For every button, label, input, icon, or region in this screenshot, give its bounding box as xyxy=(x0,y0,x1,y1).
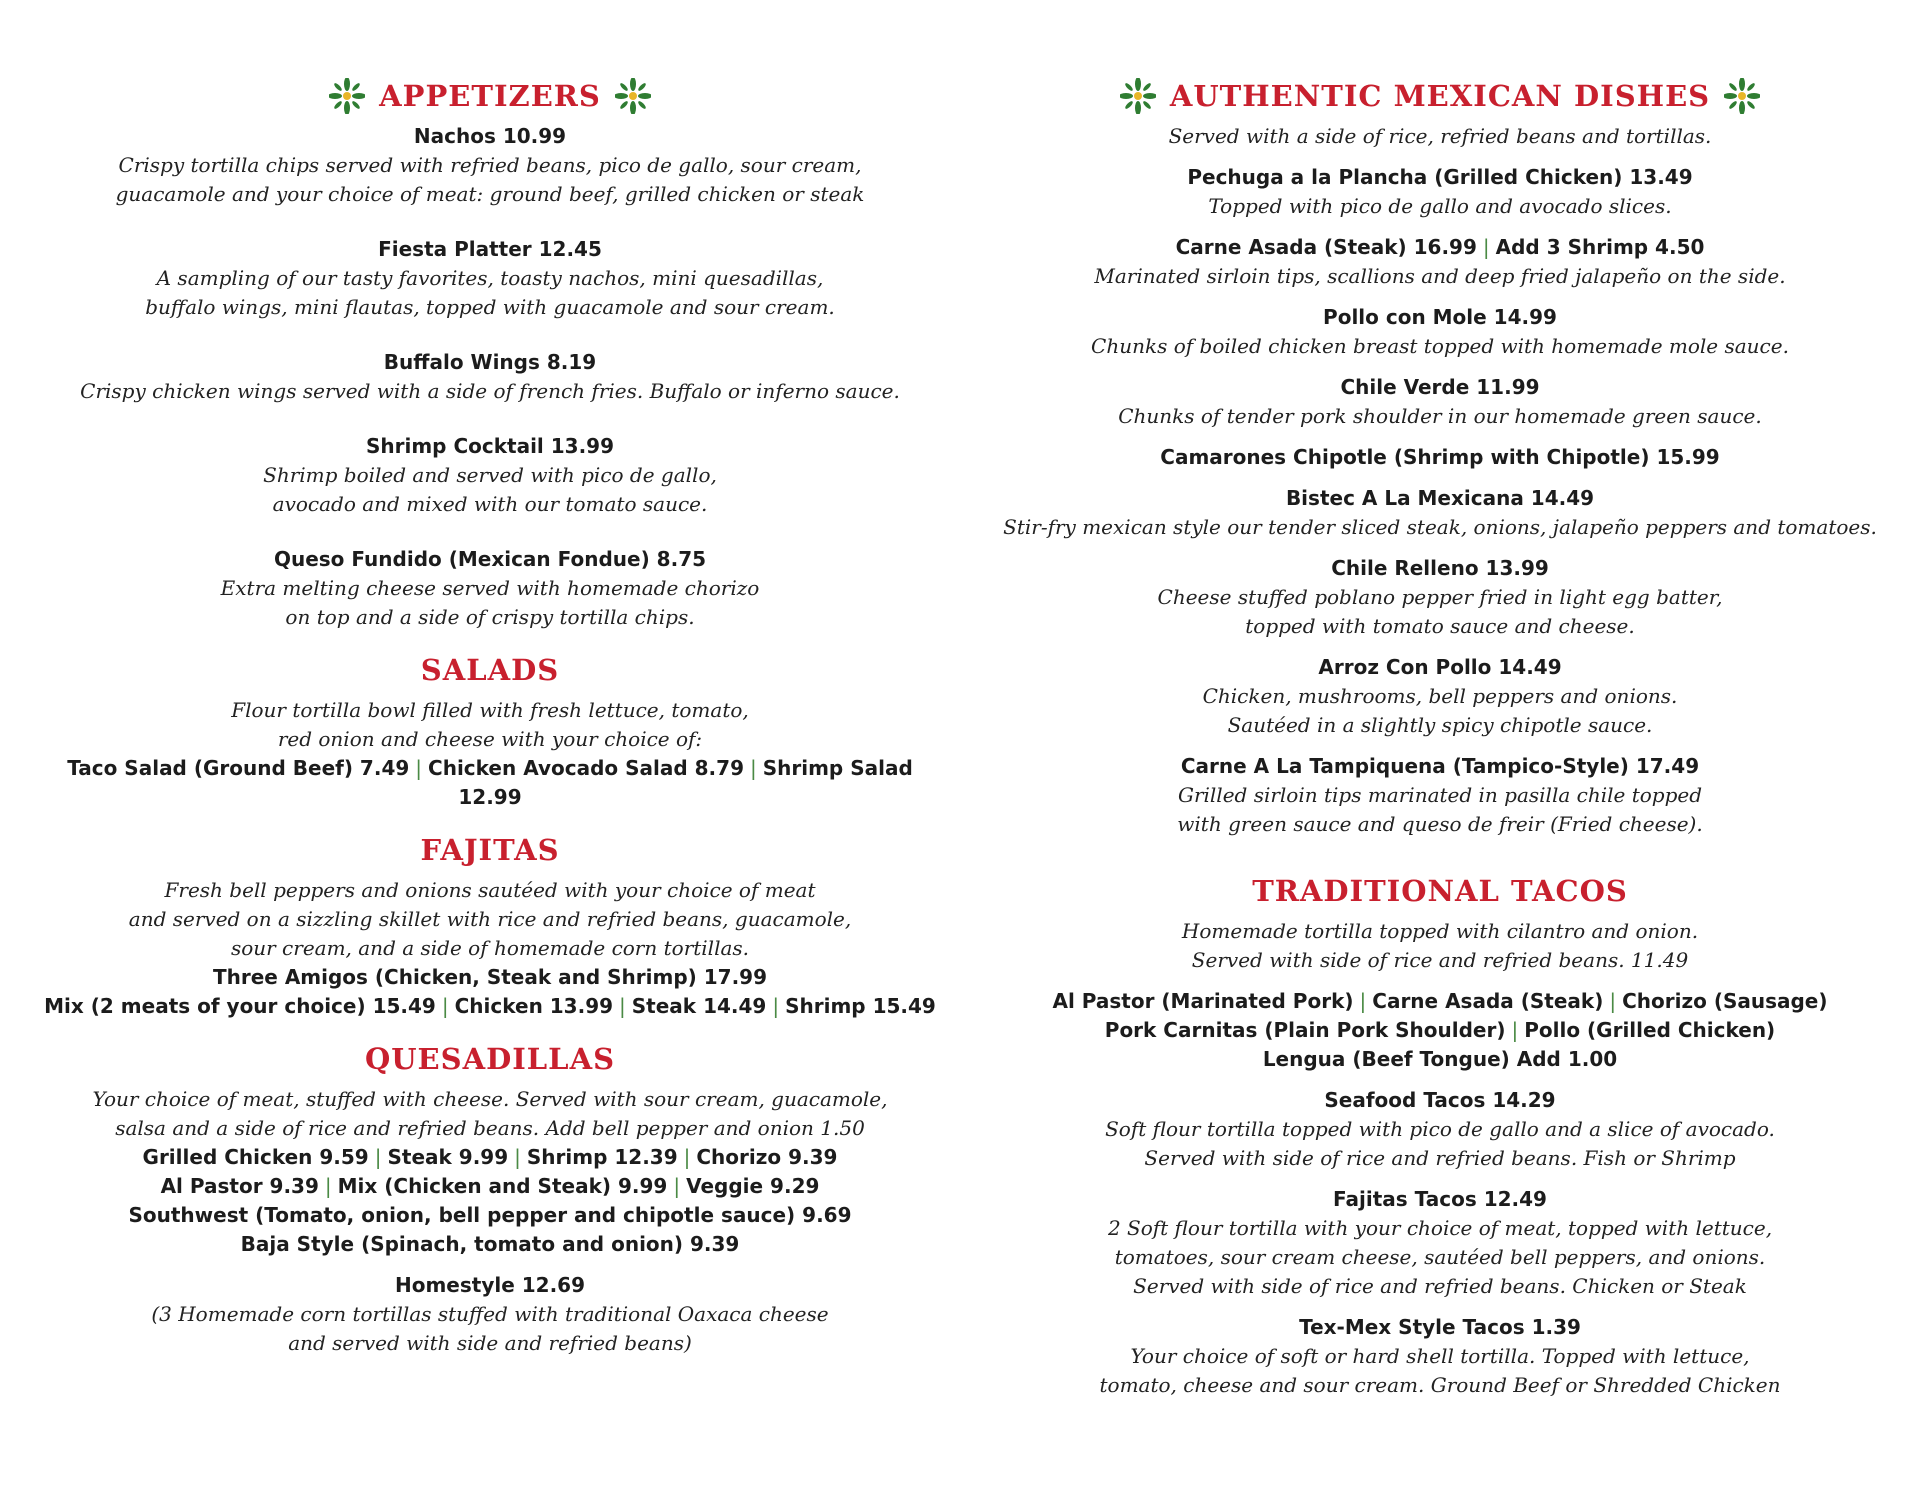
tacos-header xyxy=(990,865,1890,917)
menu-item xyxy=(990,554,1890,641)
item-description: Crispy tortilla chips served with refried beans, pico de gallo, sour cream, guacamole and your choice of meat: ground beef, grilled chicken or steak xyxy=(115,153,865,206)
menu-item xyxy=(990,443,1890,472)
salad-option: Shrimp Salad 12.99 xyxy=(458,756,913,809)
menu-item xyxy=(990,163,1890,221)
quesadillas-row: Baja Style (Spinach, tomato and onion) 9.39 xyxy=(240,1232,740,1256)
tacos-row: Pork Carnitas (Plain Pork Shoulder) | Pollo (Grilled Chicken) xyxy=(1104,1018,1776,1042)
flower-ornament-icon xyxy=(329,78,365,114)
flower-ornament-icon xyxy=(1120,78,1156,114)
item-name: Camarones Chipotle (Shrimp with Chipotle) 15.99 xyxy=(1160,445,1720,469)
salads-options: Taco Salad (Ground Beef) 7.49 | Chicken Avocado Salad 8.79 | Shrimp Salad 12.99 xyxy=(67,756,913,809)
menu-item xyxy=(40,235,940,322)
salads-title: SALADS xyxy=(420,653,560,687)
menu-item xyxy=(990,752,1890,839)
salad-option: Taco Salad (Ground Beef) 7.49 xyxy=(67,756,410,780)
appetizers-header xyxy=(40,70,940,122)
right-column xyxy=(990,70,1890,1400)
fajita-option: Chicken 13.99 xyxy=(454,994,614,1018)
item-description: Your choice of soft or hard shell tortilla. Topped with lettuce, tomato, cheese and sour cream. Ground Beef or Shredded Chicken xyxy=(1099,1344,1781,1397)
appetizers-title: APPETIZERS xyxy=(379,79,601,113)
item-description: Shrimp boiled and served with pico de gallo, avocado and mixed with our tomato sauce. xyxy=(263,463,717,516)
item-name: Pechuga a la Plancha (Grilled Chicken) 13.49 xyxy=(1187,165,1693,189)
mexican-dishes-title: AUTHENTIC MEXICAN DISHES xyxy=(1169,79,1711,113)
fajitas-options: Mix (2 meats of your choice) 15.49 | Chicken 13.99 | Steak 14.49 | Shrimp 15.49 xyxy=(44,994,936,1018)
item-name: Chile Relleno 13.99 xyxy=(1331,556,1549,580)
fajita-option: Steak 14.49 xyxy=(631,994,767,1018)
menu-item xyxy=(40,432,940,519)
menu-item xyxy=(990,1313,1890,1400)
menu-item xyxy=(990,303,1890,361)
item-name: Nachos 10.99 xyxy=(413,124,567,148)
fajitas-title: FAJITAS xyxy=(420,833,560,867)
quesadillas-title: QUESADILLAS xyxy=(364,1042,616,1076)
item-description: 2 Soft flour tortilla with your choice of meat, topped with lettuce, tomatoes, sour cream cheese, sautéed bell peppers, and onions. Served with side of rice and refried beans. Chicken or Steak xyxy=(1107,1216,1773,1298)
item-description: Cheese stuffed poblano pepper fried in light egg batter, topped with tomato sauce and cheese. xyxy=(1157,585,1723,638)
item-description: Topped with pico de gallo and avocado slices. xyxy=(1208,194,1672,218)
item-description: Extra melting cheese served with homemade chorizo on top and a side of crispy tortilla chips. xyxy=(220,576,760,629)
menu-item xyxy=(990,1185,1890,1301)
item-name: Bistec A La Mexicana 14.49 xyxy=(1285,486,1595,510)
salads-description: Flour tortilla bowl filled with fresh lettuce, tomato, red onion and cheese with your choice of: xyxy=(231,698,749,751)
menu-item xyxy=(990,1086,1890,1173)
item-name: Chile Verde 11.99 xyxy=(1340,375,1540,399)
flower-ornament-icon xyxy=(615,78,651,114)
item-description: Soft flour tortilla topped with pico de gallo and a slice of avocado. Served with side of rice and refried beans. Fish or Shrimp xyxy=(1105,1117,1775,1170)
item-name: Tex-Mex Style Tacos 1.39 xyxy=(1299,1315,1581,1339)
mexican-dishes-intro: Served with a side of rice, refried beans and tortillas. xyxy=(1168,124,1712,148)
quesadillas-row: Grilled Chicken 9.59 | Steak 9.99 | Shrimp 12.39 | Chorizo 9.39 xyxy=(142,1145,838,1169)
item-name: Carne Asada (Steak) 16.99 | Add 3 Shrimp 4.50 xyxy=(1175,235,1705,259)
item-name: Fajitas Tacos 12.49 xyxy=(1333,1187,1547,1211)
item-name: Fiesta Platter 12.45 xyxy=(378,237,602,261)
salads-header xyxy=(40,644,940,696)
item-description: Marinated sirloin tips, scallions and deep fried jalapeño on the side. xyxy=(1094,264,1786,288)
fajitas-description: Fresh bell peppers and onions sautéed with your choice of meat and served on a sizzling skillet with rice and refried beans, guacamole, sour cream, and a side of homemade corn tortillas. xyxy=(128,878,852,960)
fajitas-featured: Three Amigos (Chicken, Steak and Shrimp) 17.99 xyxy=(212,965,767,989)
item-name: Carne A La Tampiquena (Tampico-Style) 17.49 xyxy=(1180,754,1700,778)
quesadillas-row: Southwest (Tomato, onion, bell pepper and chipotle sauce) 9.69 xyxy=(128,1203,852,1227)
quesadillas-header xyxy=(40,1033,940,1085)
item-name: Buffalo Wings 8.19 xyxy=(383,350,597,374)
item-name: Homestyle 12.69 xyxy=(394,1273,586,1297)
item-description: Chunks of boiled chicken breast topped with homemade mole sauce. xyxy=(1091,334,1789,358)
tacos-row: Lengua (Beef Tongue) Add 1.00 xyxy=(1262,1047,1618,1071)
menu-item xyxy=(40,122,940,209)
flower-ornament-icon xyxy=(1724,78,1760,114)
menu-item xyxy=(990,233,1890,291)
item-description: Grilled sirloin tips marinated in pasilla chile topped with green sauce and queso de freir (Fried cheese). xyxy=(1177,783,1703,836)
tacos-title: TRADITIONAL TACOS xyxy=(1252,874,1628,908)
item-description: Crispy chicken wings served with a side of french fries. Buffalo or inferno sauce. xyxy=(80,379,900,403)
fajita-option: Shrimp 15.49 xyxy=(785,994,936,1018)
item-name: Seafood Tacos 14.29 xyxy=(1324,1088,1556,1112)
menu-item xyxy=(40,545,940,632)
item-name: Pollo con Mole 14.99 xyxy=(1323,305,1557,329)
menu-item xyxy=(40,1271,940,1358)
menu-item xyxy=(40,348,940,406)
item-description: Stir-fry mexican style our tender sliced steak, onions, jalapeño peppers and tomatoes. xyxy=(1003,515,1877,539)
item-description: (3 Homemade corn tortillas stuffed with traditional Oaxaca cheese and served with side and refried beans) xyxy=(151,1302,829,1355)
fajitas-header xyxy=(40,824,940,876)
tacos-row: Al Pastor (Marinated Pork) | Carne Asada (Steak) | Chorizo (Sausage) xyxy=(1052,989,1828,1013)
menu-item xyxy=(990,653,1890,740)
mexican-dishes-header xyxy=(990,70,1890,122)
menu-item xyxy=(990,373,1890,431)
quesadillas-row: Al Pastor 9.39 | Mix (Chicken and Steak) 9.99 | Veggie 9.29 xyxy=(160,1174,820,1198)
item-description: A sampling of our tasty favorites, toasty nachos, mini quesadillas, buffalo wings, mini flautas, topped with guacamole and sour cream. xyxy=(145,266,835,319)
item-description: Chicken, mushrooms, bell peppers and onions. Sautéed in a slightly spicy chipotle sauce. xyxy=(1202,684,1678,737)
menu-item xyxy=(990,484,1890,542)
item-name: Arroz Con Pollo 14.49 xyxy=(1318,655,1562,679)
tacos-intro: Homemade tortilla topped with cilantro and onion. Served with side of rice and refried beans. 11.49 xyxy=(1181,919,1699,972)
left-column xyxy=(40,70,940,1358)
quesadillas-description: Your choice of meat, stuffed with cheese. Served with sour cream, guacamole, salsa and a side of rice and refried beans. Add bell pepper and onion 1.50 xyxy=(92,1087,888,1140)
item-name: Queso Fundido (Mexican Fondue) 8.75 xyxy=(273,547,707,571)
item-description: Chunks of tender pork shoulder in our homemade green sauce. xyxy=(1118,404,1762,428)
salad-option: Chicken Avocado Salad 8.79 xyxy=(428,756,744,780)
item-name: Shrimp Cocktail 13.99 xyxy=(365,434,615,458)
fajita-option: Mix (2 meats of your choice) 15.49 xyxy=(44,994,436,1018)
